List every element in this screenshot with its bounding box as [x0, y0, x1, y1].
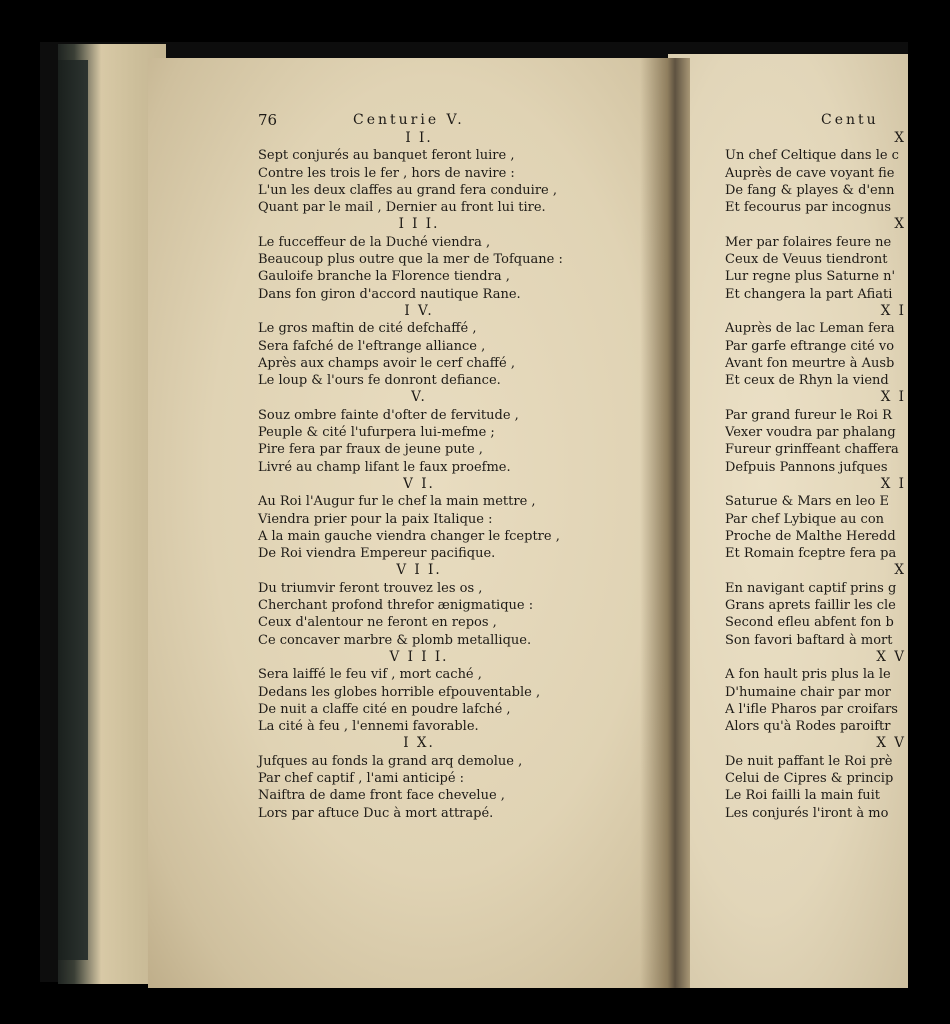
- verse-line: Lors par aftuce Duc à mort attrapé.: [258, 805, 494, 821]
- verse-line: Le Roi failli la main fuit: [725, 788, 881, 804]
- right-running-title: Centu: [821, 112, 879, 128]
- book-gutter: [640, 58, 690, 988]
- verse-line: Un chef Celtique dans le c: [725, 148, 899, 164]
- verse-line: Et changera la part Afiati: [725, 286, 893, 302]
- quatrain-numeral: X I: [880, 389, 906, 406]
- verse-line: L'un les deux claffes au grand fera conduire ,: [258, 182, 557, 198]
- verse-line: Quant par le mail , Dernier au front lui tire.: [258, 200, 546, 216]
- book-cover-edge: [58, 60, 88, 960]
- verse-line: Les conjurés l'iront à mo: [725, 805, 889, 821]
- quatrain-numeral: V I.: [403, 475, 435, 492]
- quatrain-numeral: X V: [876, 648, 906, 665]
- verse-line: Après aux champs avoir le cerf chaffé ,: [258, 355, 516, 371]
- quatrain-numeral: I I.: [405, 130, 433, 146]
- verse-line: Proche de Malthe Heredd: [725, 528, 896, 544]
- verse-line: Par chef Lybique au con: [725, 511, 885, 527]
- quatrain-numeral: V.: [411, 389, 427, 406]
- verse-line: De Roi viendra Empereur pacifique.: [258, 546, 496, 562]
- verse-line: Auprès de cave voyant fie: [725, 165, 895, 181]
- verse-line: Alors qu'à Rodes paroiftr: [725, 719, 891, 735]
- verse-line: Pire fera par fraux de jeune pute ,: [258, 442, 483, 458]
- verse-line: Mer par folaires feure ne: [725, 234, 892, 250]
- verse-line: Son favori baftard à mort: [725, 632, 893, 648]
- verse-line: Vexer voudra par phalang: [725, 425, 896, 441]
- verse-line: Naiftra de dame front face chevelue ,: [258, 788, 505, 804]
- verse-line: Par grand fureur le Roi R: [725, 407, 892, 423]
- verse-line: Contre les trois le fer , hors de navire :: [258, 165, 515, 181]
- verse-line: Dedans les globes horrible efpouventable ,: [258, 684, 541, 700]
- verse-line: Par chef captif , l'ami anticipé :: [258, 770, 465, 786]
- verse-line: Ceux de Veuus tiendront: [725, 252, 888, 268]
- verse-line: Auprès de lac Leman fera: [725, 321, 895, 337]
- quatrain-numeral: X: [894, 562, 906, 579]
- verse-line: Fureur grinffeant chaffera: [725, 442, 899, 458]
- verse-line: Le loup & l'ours fe donront defiance.: [258, 373, 501, 389]
- verse-line: En navigant captif prins g: [725, 580, 897, 596]
- verse-line: Defpuis Pannons jufques: [725, 459, 888, 475]
- verse-line: Livré au champ lifant le faux proefme.: [258, 459, 511, 475]
- verse-line: Saturue & Mars en leo E: [725, 494, 889, 510]
- quatrain-numeral: I X.: [403, 735, 435, 752]
- verse-line: Le fucceffeur de la Duché viendra ,: [258, 234, 491, 250]
- verse-line: Sera fafché de l'eftrange alliance ,: [258, 338, 486, 354]
- quatrain-numeral: I I I.: [398, 216, 440, 233]
- verse-line: Ceux d'alentour ne feront en repos ,: [258, 615, 497, 631]
- verse-line: Celui de Cipres & princip: [725, 770, 894, 786]
- running-title: Centurie V.: [353, 112, 465, 128]
- verse-line: Grans aprets faillir les cle: [725, 598, 896, 614]
- verse-line: De fang & playes & d'enn: [725, 182, 895, 198]
- verse-line: Dans fon giron d'accord nautique Rane.: [258, 286, 521, 302]
- verse-line: Et ceux de Rhyn la viend: [725, 373, 889, 389]
- quatrain-numeral: X I: [880, 475, 906, 492]
- verse-line: Le gros maftin de cité defchaffé ,: [258, 321, 477, 337]
- verse-line: Par garfe eftrange cité vo: [725, 338, 895, 354]
- verse-line: Du triumvir feront trouvez les os ,: [258, 580, 483, 596]
- quatrain-numeral: I V.: [404, 302, 434, 319]
- quatrain-numeral: X: [894, 130, 906, 146]
- running-head: [258, 112, 588, 130]
- verse-line: Lur regne plus Saturne n': [725, 269, 896, 285]
- quatrain-numeral: V I I.: [396, 562, 442, 579]
- verse-line: Et Romain fceptre fera pa: [725, 546, 897, 562]
- verse-line: Beaucoup plus outre que la mer de Tofquane :: [258, 252, 563, 268]
- verse-line: Gauloife branche la Florence tiendra ,: [258, 269, 510, 285]
- verse-line: Second efleu abfent fon b: [725, 615, 894, 631]
- right-running-head: [725, 112, 908, 130]
- right-page-text: [725, 112, 908, 822]
- page-number: 76: [258, 111, 278, 129]
- verse-line: Sera laiffé le feu vif , mort caché ,: [258, 667, 482, 683]
- quatrain-numeral: X: [894, 216, 906, 233]
- verse-line: A l'ifle Pharos par croifars: [725, 701, 898, 717]
- verse-line: Et fecourus par incognus: [725, 200, 892, 216]
- quatrain-numeral: X V: [876, 735, 906, 752]
- verse-line: De nuit paffant le Roi prè: [725, 753, 893, 769]
- quatrain-numeral: X I: [880, 302, 906, 319]
- verse-line: A fon hault pris plus la le: [725, 667, 891, 683]
- verse-line: Jufques au fonds la grand arq demolue ,: [258, 753, 523, 769]
- verse-line: Ce concaver marbre & plomb metallique.: [258, 632, 532, 648]
- quatrain-numeral: V I I I.: [389, 648, 449, 665]
- verse-line: Cherchant profond threfor ænigmatique :: [258, 598, 534, 614]
- verse-line: D'humaine chair par mor: [725, 684, 891, 700]
- verse-line: Viendra prier pour la paix Italique :: [258, 511, 493, 527]
- right-quatrain-list: [725, 130, 908, 822]
- verse-line: A la main gauche viendra changer le fceptre ,: [258, 528, 560, 544]
- verse-line: Au Roi l'Augur fur le chef la main mettre ,: [258, 494, 536, 510]
- verse-line: Peuple & cité l'ufurpera lui-mefme ;: [258, 425, 495, 441]
- verse-line: De nuit a claffe cité en poudre lafché ,: [258, 701, 511, 717]
- verse-line: La cité à feu , l'ennemi favorable.: [258, 719, 479, 735]
- verse-line: Souz ombre fainte d'ofter de fervitude ,: [258, 407, 519, 423]
- quatrain-list: [258, 130, 588, 822]
- verse-line: Avant fon meurtre à Ausb: [725, 355, 895, 371]
- left-page-text: [258, 112, 588, 822]
- verse-line: Sept conjurés au banquet feront luire ,: [258, 148, 515, 164]
